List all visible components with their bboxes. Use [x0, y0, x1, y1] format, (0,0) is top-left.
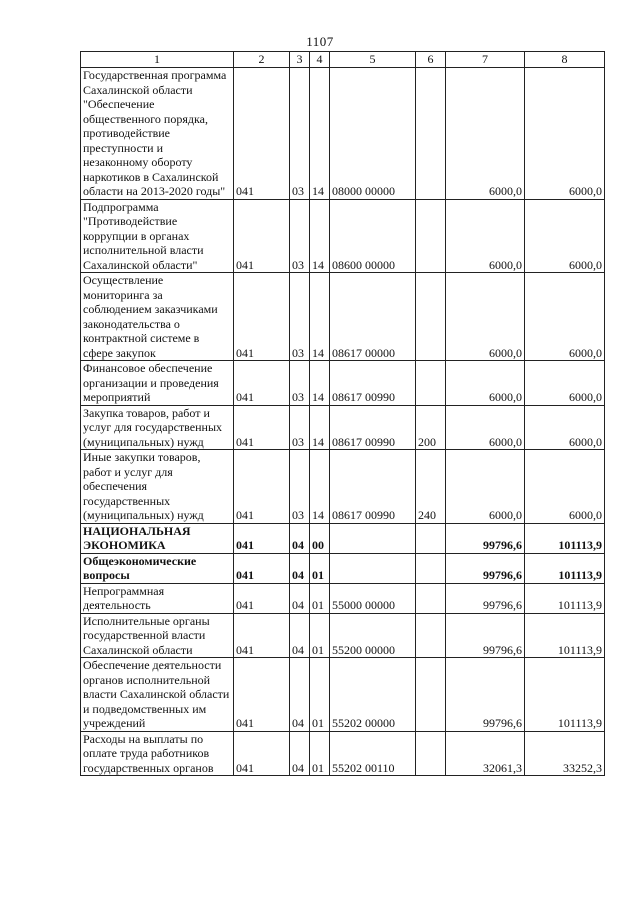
column-header: 2: [234, 52, 290, 68]
amount-year-1: 6000,0: [446, 199, 525, 273]
row-name: Подпрограмма "Противодействие коррупции в органах исполнительной власти Сахалинской области": [81, 199, 234, 273]
section-code: 03: [290, 68, 310, 200]
subsection-code: 14: [310, 199, 330, 273]
ministry-code: 041: [234, 553, 290, 583]
target-article-code: 55000 00000: [330, 583, 416, 613]
target-article-code: 55200 00000: [330, 613, 416, 658]
section-code: 04: [290, 583, 310, 613]
row-name: Обеспечение деятельности органов исполнительной власти Сахалинской области и подведомственных им учреждений: [81, 658, 234, 732]
row-name: Исполнительные органы государственной власти Сахалинской области: [81, 613, 234, 658]
header-row: [81, 52, 605, 68]
table-row: [81, 199, 605, 273]
expense-type-code: [416, 273, 446, 361]
subsection-code: 01: [310, 553, 330, 583]
amount-year-2: 33252,3: [525, 731, 605, 776]
column-header: 8: [525, 52, 605, 68]
ministry-code: 041: [234, 199, 290, 273]
amount-year-2: 101113,9: [525, 523, 605, 553]
amount-year-2: 6000,0: [525, 405, 605, 450]
row-name: Непрограммная деятельность: [81, 583, 234, 613]
ministry-code: 041: [234, 658, 290, 732]
amount-year-2: 6000,0: [525, 273, 605, 361]
target-article-code: [330, 553, 416, 583]
table-row: [81, 68, 605, 200]
subsection-code: 14: [310, 68, 330, 200]
target-article-code: 08617 00990: [330, 405, 416, 450]
column-header: 7: [446, 52, 525, 68]
subsection-code: 01: [310, 583, 330, 613]
ministry-code: 041: [234, 731, 290, 776]
amount-year-2: 101113,9: [525, 553, 605, 583]
ministry-code: 041: [234, 523, 290, 553]
section-code: 04: [290, 523, 310, 553]
expense-type-code: [416, 613, 446, 658]
table-row: [81, 523, 605, 553]
amount-year-2: 6000,0: [525, 361, 605, 406]
section-code: 04: [290, 553, 310, 583]
target-article-code: 08617 00990: [330, 450, 416, 524]
subsection-code: 14: [310, 405, 330, 450]
row-name: Осуществление мониторинга за соблюдением заказчиками законодательства о контрактной системе в сфере закупок: [81, 273, 234, 361]
section-code: 03: [290, 450, 310, 524]
target-article-code: 08000 00000: [330, 68, 416, 200]
table-row: [81, 658, 605, 732]
target-article-code: [330, 523, 416, 553]
amount-year-2: 6000,0: [525, 68, 605, 200]
amount-year-1: 6000,0: [446, 405, 525, 450]
amount-year-1: 99796,6: [446, 553, 525, 583]
ministry-code: 041: [234, 273, 290, 361]
section-code: 04: [290, 731, 310, 776]
target-article-code: 55202 00000: [330, 658, 416, 732]
column-header: 5: [330, 52, 416, 68]
row-name: Закупка товаров, работ и услуг для государственных (муниципальных) нужд: [81, 405, 234, 450]
budget-table: [80, 51, 605, 776]
table-row: [81, 273, 605, 361]
subsection-code: 00: [310, 523, 330, 553]
row-name: Государственная программа Сахалинской области "Обеспечение общественного порядка, противодействие преступности и незаконному обороту наркотиков в Сахалинской области на 2013-2020 годы": [81, 68, 234, 200]
section-code: 04: [290, 658, 310, 732]
target-article-code: 55202 00110: [330, 731, 416, 776]
section-code: 03: [290, 273, 310, 361]
amount-year-2: 6000,0: [525, 450, 605, 524]
expense-type-code: 240: [416, 450, 446, 524]
expense-type-code: [416, 553, 446, 583]
row-name: Общеэкономические вопросы: [81, 553, 234, 583]
amount-year-1: 99796,6: [446, 658, 525, 732]
row-name: Расходы на выплаты по оплате труда работников государственных органов: [81, 731, 234, 776]
column-header: 4: [310, 52, 330, 68]
ministry-code: 041: [234, 68, 290, 200]
ministry-code: 041: [234, 613, 290, 658]
target-article-code: 08600 00000: [330, 199, 416, 273]
subsection-code: 01: [310, 613, 330, 658]
amount-year-1: 99796,6: [446, 523, 525, 553]
amount-year-1: 32061,3: [446, 731, 525, 776]
ministry-code: 041: [234, 405, 290, 450]
target-article-code: 08617 00000: [330, 273, 416, 361]
amount-year-1: 6000,0: [446, 273, 525, 361]
amount-year-1: 99796,6: [446, 613, 525, 658]
subsection-code: 14: [310, 361, 330, 406]
row-name: Иные закупки товаров, работ и услуг для обеспечения государственных (муниципальных) нужд: [81, 450, 234, 524]
column-header: 1: [81, 52, 234, 68]
table-row: [81, 553, 605, 583]
expense-type-code: [416, 523, 446, 553]
expense-type-code: [416, 361, 446, 406]
section-code: 04: [290, 613, 310, 658]
amount-year-1: 6000,0: [446, 361, 525, 406]
subsection-code: 01: [310, 731, 330, 776]
expense-type-code: [416, 658, 446, 732]
amount-year-1: 6000,0: [446, 68, 525, 200]
ministry-code: 041: [234, 361, 290, 406]
amount-year-2: 101113,9: [525, 658, 605, 732]
row-name: Финансовое обеспечение организации и проведения мероприятий: [81, 361, 234, 406]
ministry-code: 041: [234, 583, 290, 613]
row-name: НАЦИОНАЛЬНАЯ ЭКОНОМИКА: [81, 523, 234, 553]
column-header: 6: [416, 52, 446, 68]
expense-type-code: [416, 583, 446, 613]
column-header: 3: [290, 52, 310, 68]
section-code: 03: [290, 405, 310, 450]
subsection-code: 14: [310, 450, 330, 524]
ministry-code: 041: [234, 450, 290, 524]
table-row: [81, 583, 605, 613]
subsection-code: 14: [310, 273, 330, 361]
section-code: 03: [290, 361, 310, 406]
table-row: [81, 613, 605, 658]
subsection-code: 01: [310, 658, 330, 732]
target-article-code: 08617 00990: [330, 361, 416, 406]
expense-type-code: [416, 68, 446, 200]
amount-year-2: 6000,0: [525, 199, 605, 273]
expense-type-code: 200: [416, 405, 446, 450]
amount-year-1: 99796,6: [446, 583, 525, 613]
table-row: [81, 450, 605, 524]
table-row: [81, 405, 605, 450]
expense-type-code: [416, 731, 446, 776]
section-code: 03: [290, 199, 310, 273]
amount-year-1: 6000,0: [446, 450, 525, 524]
expense-type-code: [416, 199, 446, 273]
amount-year-2: 101113,9: [525, 613, 605, 658]
page-number: 1107: [306, 34, 334, 49]
table-row: [81, 361, 605, 406]
table-row: [81, 731, 605, 776]
amount-year-2: 101113,9: [525, 583, 605, 613]
